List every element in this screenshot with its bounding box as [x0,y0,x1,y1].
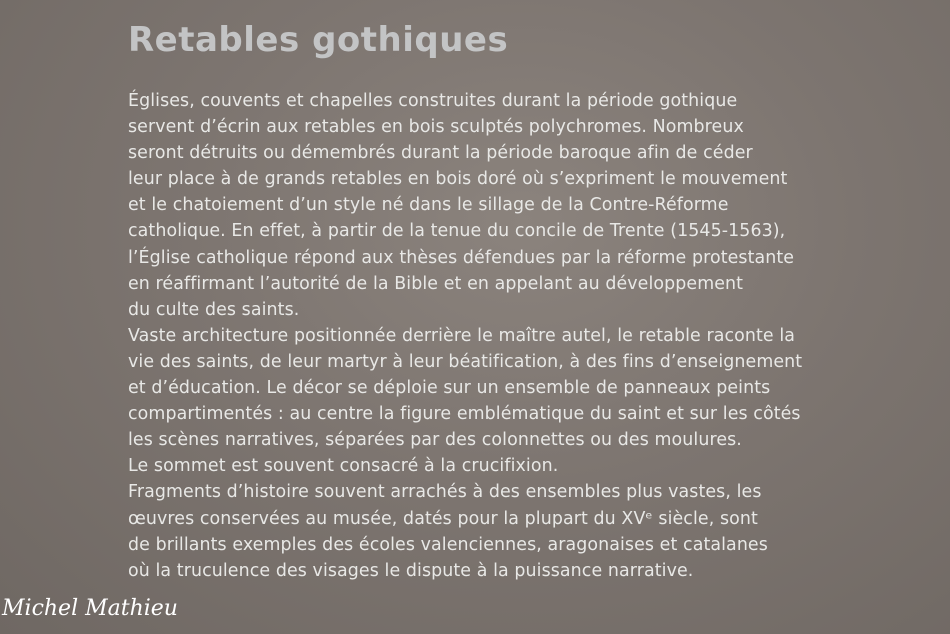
text-line: leur place à de grands retables en bois doré où s’expriment le mouvement [128,169,788,190]
text-line: catholique. En effet, à partir de la tenue du concile de Trente (1545-1563), [128,221,786,242]
panel-title: Retables gothiques [128,20,509,60]
text-line: seront détruits ou démembrés durant la période baroque afin de céder [128,143,753,164]
text-line: les scènes narratives, séparées par des colonnettes ou des moulures. [128,430,742,451]
text-line: et le chatoiement d’un style né dans le sillage de la Contre-Réforme [128,195,729,216]
text-line: compartimentés : au centre la figure emblématique du saint et sur les côtés [128,404,801,425]
text-line: du culte des saints. [128,299,300,320]
text-line: et d’éducation. Le décor se déploie sur un ensemble de panneaux peints [128,378,771,399]
text-line: Le sommet est souvent consacré à la crucifixion. [128,456,559,477]
text-line: servent d’écrin aux retables en bois sculptés polychromes. Nombreux [128,117,744,138]
text-line: Vaste architecture positionnée derrière le maître autel, le retable raconte la [128,325,796,346]
photographer-signature: Michel Mathieu [2,596,178,621]
text-line: en réaffirmant l’autorité de la Bible et en appelant au développement [128,273,744,294]
text-line: œuvres conservées au musée, datés pour la plupart du XVᵉ siècle, sont [128,508,758,529]
text-line: Fragments d’histoire souvent arrachés à des ensembles plus vastes, les [128,482,762,503]
text-line: de brillants exemples des écoles valenciennes, aragonaises et catalanes [128,534,768,555]
panel-body-text [128,88,928,584]
text-line: vie des saints, de leur martyr à leur béatification, à des fins d’enseignement [128,351,803,372]
text-line: où la truculence des visages le dispute à la puissance narrative. [128,560,694,581]
text-line: Églises, couvents et chapelles construites durant la période gothique [128,91,738,111]
text-line: l’Église catholique répond aux thèses défendues par la réforme protestante [128,247,795,268]
